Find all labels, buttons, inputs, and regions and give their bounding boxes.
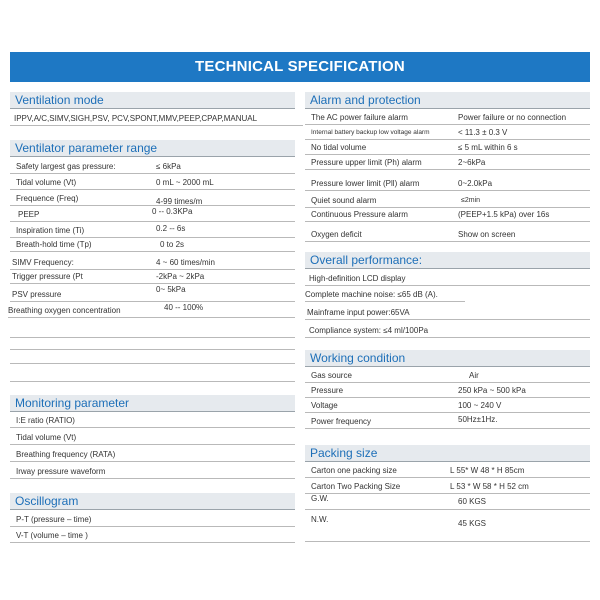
working-value: 250 kPa ~ 500 kPa: [458, 386, 526, 395]
blank-row: [10, 326, 295, 338]
performance-text: High-definition LCD display: [309, 274, 406, 283]
alarm-value: 2~6kPa: [458, 158, 486, 167]
monitoring-text: Irway pressure waveform: [16, 467, 106, 476]
monitoring-row: [10, 413, 295, 428]
alarm-row: [305, 226, 590, 242]
working-label: Pressure: [311, 386, 344, 395]
packing-value: L 53 * W 58 * H 52 cm: [450, 482, 529, 491]
alarm-row: [305, 140, 590, 155]
packing-label: Carton one packing size: [311, 466, 397, 475]
packing-value: 45 KGS: [458, 519, 487, 528]
alarm-row: [305, 191, 590, 208]
spec-value: 0 to 2s: [160, 240, 185, 249]
spec-value: 4 ~ 60 times/min: [156, 258, 215, 267]
packing-label: N.W.: [311, 515, 329, 524]
monitoring-text: I:E ratio (RATIO): [16, 416, 75, 425]
monitoring-row: [10, 445, 295, 462]
packing-row: [305, 510, 590, 542]
packing-row: [305, 494, 590, 510]
alarm-row: [305, 155, 590, 170]
performance-text: Compliance system: ≤4 ml/100Pa: [309, 326, 429, 335]
working-value: Air: [469, 371, 479, 380]
alarm-value: ≤2min: [461, 197, 481, 204]
working-row: [305, 398, 590, 413]
alarm-label: Pressure lower limit (Pll) alarm: [311, 179, 420, 188]
packing-value: 60 KGS: [458, 497, 487, 506]
performance-row: [305, 270, 590, 286]
spec-row: [10, 284, 295, 302]
spec-row: [10, 222, 295, 238]
spec-value: 0 mL ~ 2000 mL: [156, 178, 214, 187]
spec-value: 0 -- 0.3KPa: [152, 207, 193, 216]
spec-row: [10, 270, 295, 284]
alarm-label: Continuous Pressure alarm: [311, 210, 408, 219]
monitoring-text: Breathing frequency (RATA): [16, 450, 116, 459]
spec-label: Trigger pressure (Pt: [12, 272, 83, 281]
spec-label: Safety largest gas pressure:: [16, 162, 116, 171]
spec-label: Frequence (Freq): [16, 194, 79, 203]
alarm-row: [305, 110, 590, 125]
spec-value: 4-99 times/m: [156, 197, 203, 206]
spec-label: SIMV Frequency:: [12, 258, 74, 267]
alarm-label: No tidal volume: [311, 143, 367, 152]
spec-row: [10, 190, 295, 206]
alarm-value: < 11.3 ± 0.3 V: [458, 128, 508, 137]
page-title: TECHNICAL SPECIFICATION: [10, 52, 590, 82]
packing-label: Carton Two Packing Size: [311, 482, 401, 491]
working-row: [305, 368, 590, 383]
packing-value: L 55* W 48 * H 85cm: [450, 466, 525, 475]
spec-label: Inspiration time (Ti): [16, 226, 85, 235]
spec-label: PSV pressure: [12, 290, 62, 299]
spec-label: Breath-hold time (Tp): [16, 240, 92, 249]
alarm-row: [305, 125, 590, 140]
performance-row: [305, 302, 590, 320]
packing-size-heading: Packing size: [305, 445, 590, 462]
working-label: Voltage: [311, 401, 338, 410]
packing-row: [305, 478, 590, 494]
spec-row: [10, 160, 295, 174]
alarm-and-protection-heading: Alarm and protection: [305, 92, 590, 109]
spec-row: [10, 206, 295, 222]
spec-row: [10, 256, 295, 270]
alarm-label: Quiet sound alarm: [311, 196, 377, 205]
oscillogram-row: [10, 527, 295, 543]
ventilator-parameter-range-heading: Ventilator parameter range: [10, 140, 295, 157]
spec-label: Tidal volume (Vt): [16, 178, 77, 187]
alarm-label: The AC power failure alarm: [311, 113, 408, 122]
blank-row: [10, 338, 295, 350]
alarm-row: [305, 208, 590, 222]
performance-text: Complete machine noise: ≤65 dB (A).: [305, 290, 438, 299]
alarm-row: [305, 170, 590, 191]
working-row: [305, 413, 590, 429]
spec-value: -2kPa ~ 2kPa: [156, 272, 205, 281]
monitoring-row: [10, 428, 295, 445]
blank-row: [10, 352, 295, 364]
monitoring-row: [10, 462, 295, 479]
oscillogram-text: P-T (pressure – time): [16, 515, 92, 524]
packing-label: G.W.: [311, 494, 329, 503]
alarm-value: (PEEP+1.5 kPa) over 16s: [458, 210, 550, 219]
performance-row: [305, 286, 465, 302]
alarm-value: 0~2.0kPa: [458, 179, 493, 188]
working-label: Gas source: [311, 371, 352, 380]
spec-row: [10, 174, 295, 190]
working-value: 100 ~ 240 V: [458, 401, 502, 410]
oscillogram-row: [10, 511, 295, 527]
alarm-label: Internal battery backup low voltage alarm: [311, 129, 430, 136]
spec-label: Breathing oxygen concentration: [8, 306, 121, 315]
spec-row: [8, 302, 295, 318]
spec-row: [10, 238, 295, 252]
monitoring-parameter-heading: Monitoring parameter: [10, 395, 295, 412]
performance-row: [305, 320, 590, 338]
oscillogram-text: V-T (volume – time ): [16, 531, 88, 540]
blank-row: [10, 368, 295, 382]
spec-label: PEEP: [18, 210, 40, 219]
ventilation-modes-row: [10, 110, 303, 126]
alarm-value: Show on screen: [458, 230, 516, 239]
packing-row: [305, 463, 590, 478]
monitoring-text: Tidal volume (Vt): [16, 433, 77, 442]
ventilation-modes-text: IPPV,A/C,SIMV,SIGH,PSV, PCV,SPONT,MMV,PEEP,CPAP,MANUAL: [14, 114, 258, 123]
spec-value: 0.2 -- 6s: [156, 224, 186, 233]
working-label: Power frequency: [311, 417, 372, 426]
alarm-label: Pressure upper limit (Ph) alarm: [311, 158, 422, 167]
alarm-value: Power failure or no connection: [458, 113, 567, 122]
spec-value: 0~ 5kPa: [156, 285, 186, 294]
working-row: [305, 383, 590, 398]
spec-value: ≤ 6kPa: [156, 162, 181, 171]
working-condition-heading: Working condition: [305, 350, 590, 367]
alarm-value: ≤ 5 mL within 6 s: [458, 143, 518, 152]
overall-performance-heading: Overall performance:: [305, 252, 590, 269]
ventilation-mode-heading: Ventilation mode: [10, 92, 295, 109]
alarm-label: Oxygen deficit: [311, 230, 362, 239]
oscillogram-heading: Oscillogram: [10, 493, 295, 510]
performance-text: Mainframe input power:65VA: [307, 308, 410, 317]
working-value: 50Hz±1Hz.: [458, 415, 498, 424]
spec-value: 40 -- 100%: [164, 303, 204, 312]
